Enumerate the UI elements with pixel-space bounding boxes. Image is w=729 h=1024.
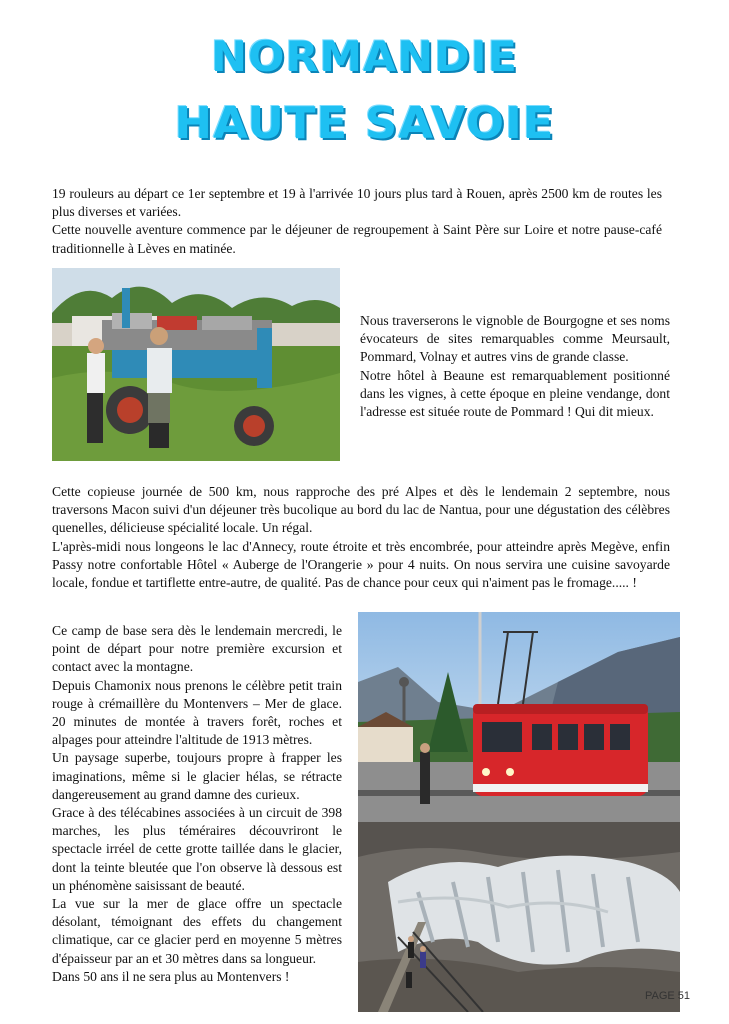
bourgogne-paragraph: Notre hôtel à Beaune est remarquablement positionné dans les vignes, à cette époque en pleine vendange, dont l'adresse est située route de Pommard ! Qui dit mieux. [360, 367, 670, 420]
alpes-text [52, 483, 670, 592]
intro-text [52, 185, 662, 258]
page-title-line-1: NORMANDIE [211, 32, 518, 81]
chamonix-paragraph: Dans 50 ans il ne sera plus au Montenvers ! [52, 968, 290, 984]
page-number: PAGE 51 [645, 990, 691, 1002]
page-title-line-2: HAUTE SAVOIE [174, 98, 555, 149]
chamonix-paragraph: Ce camp de base sera dès le lendemain mercredi, le point de départ pour notre première excursion et contact avec la montagne. [52, 623, 342, 675]
intro-paragraph: Cette nouvelle aventure commence par le déjeuner de regroupement à Saint Père sur Loire et notre pause-café traditionnelle à Lèves en matinée. [52, 222, 662, 256]
bourgogne-text [360, 312, 670, 421]
red-train-photo [358, 612, 680, 822]
intro-paragraph: 19 rouleurs au départ ce 1er septembre et 19 à l'arrivée 10 jours plus tard à Rouen, après 2500 km de routes les plus diverses et variées. [52, 186, 662, 220]
bourgogne-paragraph: Nous traverserons le vignoble de Bourgogne et ses noms évocateurs de sites remarquables comme Meursault, Pommard, Volnay et autres vins de grande classe. [360, 313, 670, 365]
glacier-photo [358, 822, 680, 1012]
alpes-paragraph: Cette copieuse journée de 500 km, nous rapproche des pré Alpes et dès le lendemain 2 septembre, nous traversons Macon suivi d'un déjeuner très bucolique au bord du lac de Nantua, pour une dégustation des célèbres quenelles, délicieuse spécialité locale. Un régal. [52, 484, 670, 536]
vineyard-harvest-photo [52, 268, 340, 461]
alpes-paragraph: L'après-midi nous longeons le lac d'Annecy, route étroite et très encombrée, pour atteindre après Megève, enfin Passy notre confortable Hôtel « Auberge de l'Orangerie » pour 4 nuits. On nous servira une cuisine savoyarde locale, fondue et tartiflette entre-autre, de qualité. Pas de chance pour ceux qui n'aiment pas le fromage..... ! [52, 538, 670, 591]
chamonix-paragraph: Un paysage superbe, toujours propre à frapper les imaginations, même si le glacier hélas, se rétracte dangereusement au grand damne des curieux. [52, 750, 342, 802]
chamonix-paragraph: Depuis Chamonix nous prenons le célèbre petit train rouge à crémaillère du Montenvers – Mer de glace. 20 minutes de montée à travers forêt, roches et alpages pour atteindre l'altitude de 1913 mètres. [52, 677, 342, 748]
chamonix-paragraph: La vue sur la mer de glace offre un spectacle désolant, témoignant des effets du changement climatique, car ce glacier perd en moyenne 5 mètres d'épaisseur par an et 30 mètres dans sa longueur. [52, 896, 342, 966]
chamonix-paragraph: Grace à des télécabines associées à un circuit de 398 marches, les plus téméraires découvriront le spectacle irréel de cette grotte taillée dans le glacier, dont la teinte bleutée que l'on observe là dessous est un phénomène saisissant de beauté. [52, 805, 342, 893]
chamonix-text [52, 622, 342, 986]
